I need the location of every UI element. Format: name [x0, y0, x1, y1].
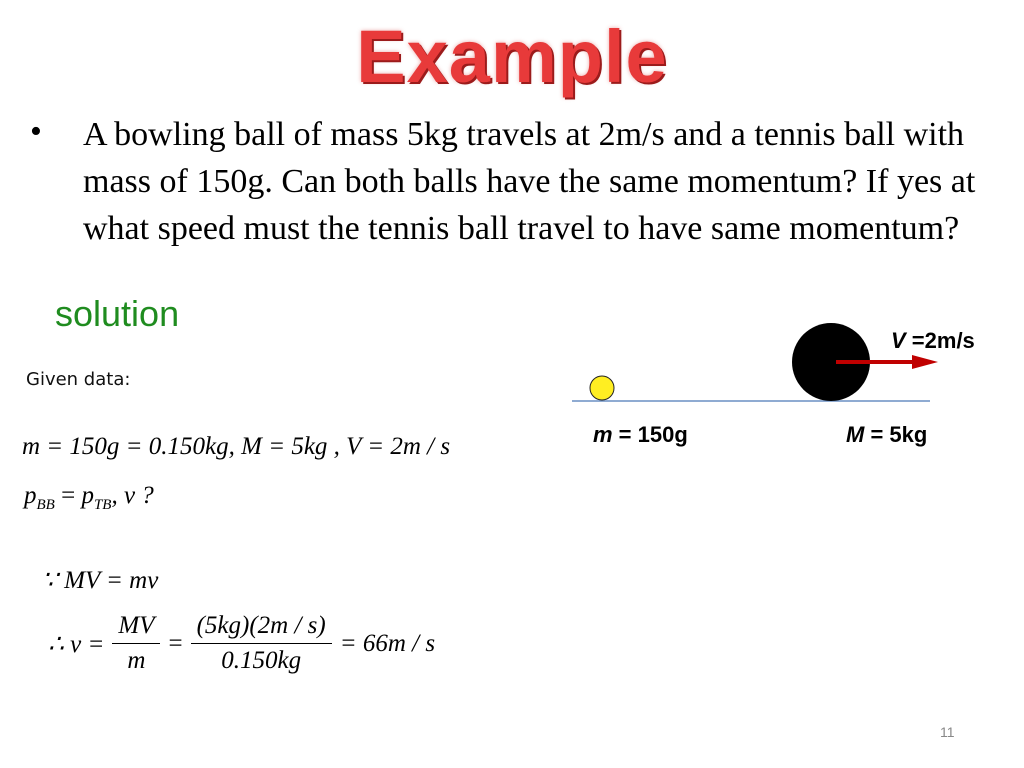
page-number: 11	[940, 724, 955, 740]
subscript-tb: TB	[93, 497, 112, 513]
momentum-symbol-bb: p	[24, 482, 37, 509]
fraction2-denominator: 0.150kg	[221, 647, 302, 674]
fraction1-denominator: m	[127, 647, 146, 674]
solution-label: solution	[55, 293, 180, 334]
tennis-ball	[590, 376, 614, 400]
fraction-substituted	[191, 612, 332, 675]
bullet-marker: •	[30, 113, 42, 150]
unknown-equation	[24, 482, 154, 514]
unknown-velocity: , v ?	[111, 482, 154, 509]
fraction2-numerator: (5kg)(2m / s)	[191, 612, 332, 644]
because-equation: ∵ MV = mv	[42, 567, 159, 594]
result-value: = 66m / s	[339, 629, 436, 657]
fraction-mv-over-m	[112, 612, 160, 675]
fraction1-numerator: MV	[112, 612, 160, 644]
question-text: A bowling ball of mass 5kg travels at 2m/s and a tennis ball with mass of 150g. Can both balls have the same momentum? If yes at what speed must the tennis ball travel to have same momentum?	[83, 116, 976, 247]
equals-sign: =	[54, 482, 82, 509]
therefore-prefix: ∴ v =	[48, 630, 105, 658]
equals-sign: =	[168, 629, 183, 657]
bowling-ball-mass-label: M = 5kg	[846, 422, 928, 447]
therefore-equation	[44, 612, 439, 675]
velocity-label: V =2m/s	[891, 328, 975, 353]
given-equation: m = 150g = 0.150kg, M = 5kg , V = 2m / s	[22, 433, 451, 460]
given-data-label: Given data:	[26, 369, 131, 390]
momentum-symbol-tb: p	[81, 482, 94, 509]
tennis-ball-mass-label: m = 150g	[593, 422, 688, 447]
slide-title: Example	[356, 15, 668, 98]
subscript-bb: BB	[36, 497, 55, 513]
